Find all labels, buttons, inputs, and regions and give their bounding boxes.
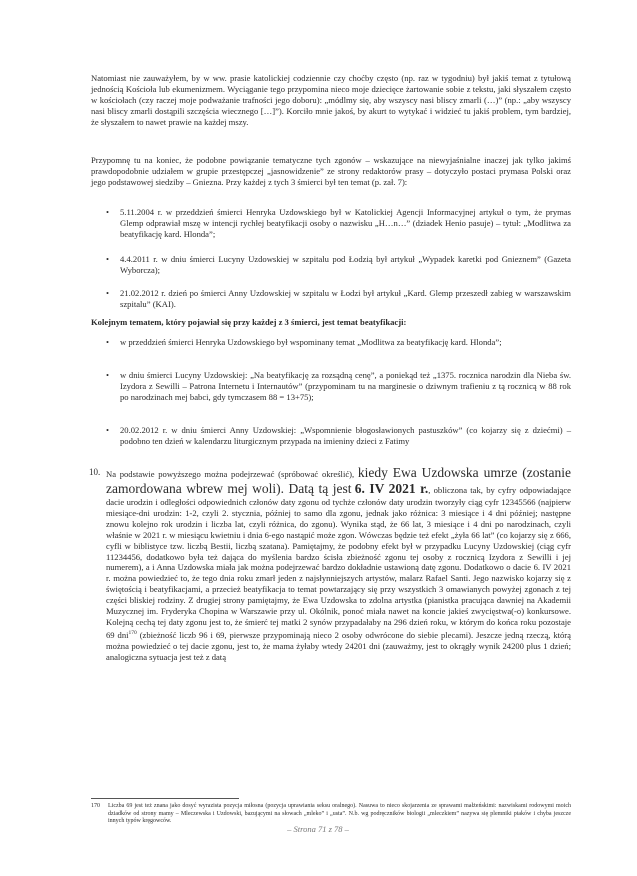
bullet: •: [106, 337, 110, 347]
bullet: •: [106, 254, 110, 264]
footnote-number: 170: [91, 803, 100, 809]
item-number: 10.: [89, 467, 101, 477]
list-item: w przeddzień śmierci Henryka Uzdowskiego był wspominany temat „Modlitwa za beatyfikację kard. Hlonda”;: [120, 337, 502, 347]
list-item: w dniu śmierci Lucyny Uzdowskiej: „Na beatyfikację za rozsądną cenę”, a poniekąd też „1375. rocznica narodzin dla Nieba św. Izydora z Sewilli – Patrona Internetu i Internautów” (przypominam tu na marginesie o dziwnym trafieniu z tą rocznicą w 88 rok po narodzinach mej babci, gdy tymczasem 88 = 13+75);: [120, 370, 571, 402]
bullet: •: [106, 207, 110, 217]
paragraph-intro: Natomiast nie zauważyłem, by w ww. prasie katolickiej codziennie czy choćby często (np. raz w tygodniu) był jakiś temat z tytułową jednością Kościoła lub ekumenizmem. Wyciąganie tego przypomina nieco moje dziecięce żartowanie sobie z tekstu, jaki słyszałem często w kościołach (czy raczej moje podważanie trafności jego doboru): „módlmy się, aby wszyscy nasi bliscy zmarli (…)” (np.: „aby wszyscy nasi bliscy zmarli dostąpili szczęścia wiecznego […]”). Korciło mnie jakoś, by akurt to wytykać i widzieć tu jakiś problem, tym bardziej, że słyszałem to nawet prawie na każdej mszy.: [91, 73, 571, 127]
item-10-body: [106, 465, 571, 662]
footnote-text: Liczba 69 jest też znana jako dosyć wyrazista pozycja miłosna (pozycja uprawiania seksu oralnego). Nasuwa to nieco skojarzenia ze sprawami małżeńskimi: nazwiskami rodowymi moich dziadków od strony mamy – Mleczewska i Uzdowski, bazującymi na słowach „mleko” i „usta”. N.b. wg podręczników biologii „mleczkiem” nazywa się plemniki ptaków i chyba jeszcze innych typów kręgowców.: [108, 803, 571, 825]
list-item: 4.4.2011 r. w dniu śmierci Lucyny Uzdowskiej w szpitalu pod Łodzią był artykuł „Wypadek karetki pod Gnieznem” (Gazeta Wyborcza);: [120, 254, 571, 275]
footnote-ref: 170: [128, 629, 137, 636]
list-item: 5.11.2004 r. w przeddzień śmierci Henryka Uzdowskiego był w Katolickiej Agencji Informacyjnej artykuł o tym, że prymas Glemp odprawiał mszę w intencji rychłej beatyfikacji osoby o nazwisku „H…n…” (dziadek Henio pasuje) – tytuł: „Modlitwa za beatyfikację kard. Hlonda”;: [120, 207, 571, 239]
item-10-highlight: kiedy Ewa Uzdowska umrze (zostanie zamordowana wbrew mej woli). Datą tą jest: [106, 465, 571, 496]
list-item: 20.02.2012 r. w dniu śmierci Anny Uzdowskiej: „Wspomnienie błogosławionych pastuszków” (co kojarzy się z dziećmi) – podobno ten dzień w kalendarzu liturgicznym przypada na imieniny dzieci z Fatimy: [120, 425, 571, 446]
section-heading: Kolejnym tematem, który pojawiał się przy każdej z 3 śmierci, jest temat beatyfikacji:: [91, 317, 407, 327]
footnote-divider: [91, 798, 239, 799]
bullet: •: [106, 370, 110, 380]
bullet: •: [106, 288, 110, 298]
bullet: •: [106, 425, 110, 435]
item-10-text-end: (zbieżność liczb 96 i 69, pierwsze przypominają nieco 2 osoby odwrócone do siebie plecami). Jeszcze jedną rzeczą, którą można powiedzieć o tej dacie zgonu, jest to, że mama żyłaby wtedy 24201 dni (zauważmy, jest to okrągły wynik 24200 plus 1 dzień; analogiczna sytuacja jest też z datą: [106, 629, 571, 662]
page-footer: – Strona 71 z 78 –: [287, 824, 349, 834]
item-10-date: 6. IV 2021 r.: [354, 481, 429, 496]
list-item: 21.02.2012 r. dzień po śmierci Anny Uzdowskiej w szpitalu w Łodzi był artykuł „Kard. Glemp przeszedł zabieg w warszawskim szpitalu” (KAI).: [120, 288, 571, 309]
item-10-lead: Na podstawie powyższego można podejrzewać (spróbować określić),: [106, 469, 355, 479]
paragraph-remind: Przypomnę tu na koniec, że podobne powiązanie tematyczne tych zgonów – wskazujące na niewyjaśnialne inaczej jak tylko jakimś prawdopodobnie udziałem w grupie przestępczej „jasnowidzenie” ze strony redaktorów prasy – dotyczyło postaci prymasa Polski oraz jego podstawowej siedziby – Gniezna. Przy każdej z tych 3 śmierci był ten temat (p. zał. 7):: [91, 155, 571, 187]
item-10-text: , obliczona tak, by cyfry odpowiadające dacie urodzin i odległości odpowiednich członów daty zgonu od tychże członów daty urodzin tworzyły ciąg cyfr 12345566 (najpierw miesiące-dni urodzin: 1-2, czyli 2. stycznia, później to samo dla zgonu, jednak jako różnica: 3 miesiące i 4 dni później; następne znowu kolejno rok urodzin i liczba lat, czyli różnica, do zgonu). Wynika stąd, że 66 lat, 3 miesiące i 4 dni po narodzinach, czyli właśnie w 2021 r. w miesiącu kwietniu i dnia 6-ego nastąpić może zgon. Wówczas będzie też efekt „żyła 66 lat” (co kojarzy się z 666, cyfli w biblistyce tzw. liczbą Bestii, liczbą szatana). Pamiętajmy, że podobny efekt był w przypadku Lucyny Uzdowskiej (ciąg cyfr 11234456, dodatkowo była też dająca do myślenia bardzo ścisła zbieżność zgonu tej osoby z rocznicą Izydora z Sewilli i jej numerem), a i Anna Uzdowska miała jak można podejrzewać bardzo dokładnie ustawioną datę zgonu. Dodatkowo o dacie 6. IV 2021 r. można powiedzieć to, że tego dnia roku zmarł jeden z najsłynniejszych artystów, malarz Rafael Santi. Jego nazwisko kojarzy się z świętością i beatyfikacjami, a przecież beatyfikacja to temat powtarzający się przy wszystkich 3 omawianych powyżej zgonach z tej części bliskiej rodziny. Z drugiej strony pamiętajmy, że Ewa Uzdowska to zdolna artystka (pianistka pracująca dawniej na Akademii Muzycznej im. Fryderyka Chopina w Warszawie przy ul. Okólnik, ponoć miała nawet na koncie jakieś zwycięstwa(-o) konkursowe. Kolejną cechą tej daty zgonu jest to, że śmierć tej matki 2 synów przypadałaby na 296 dzień roku, w którym do końca roku pozostaje 69 dni: [106, 485, 571, 640]
